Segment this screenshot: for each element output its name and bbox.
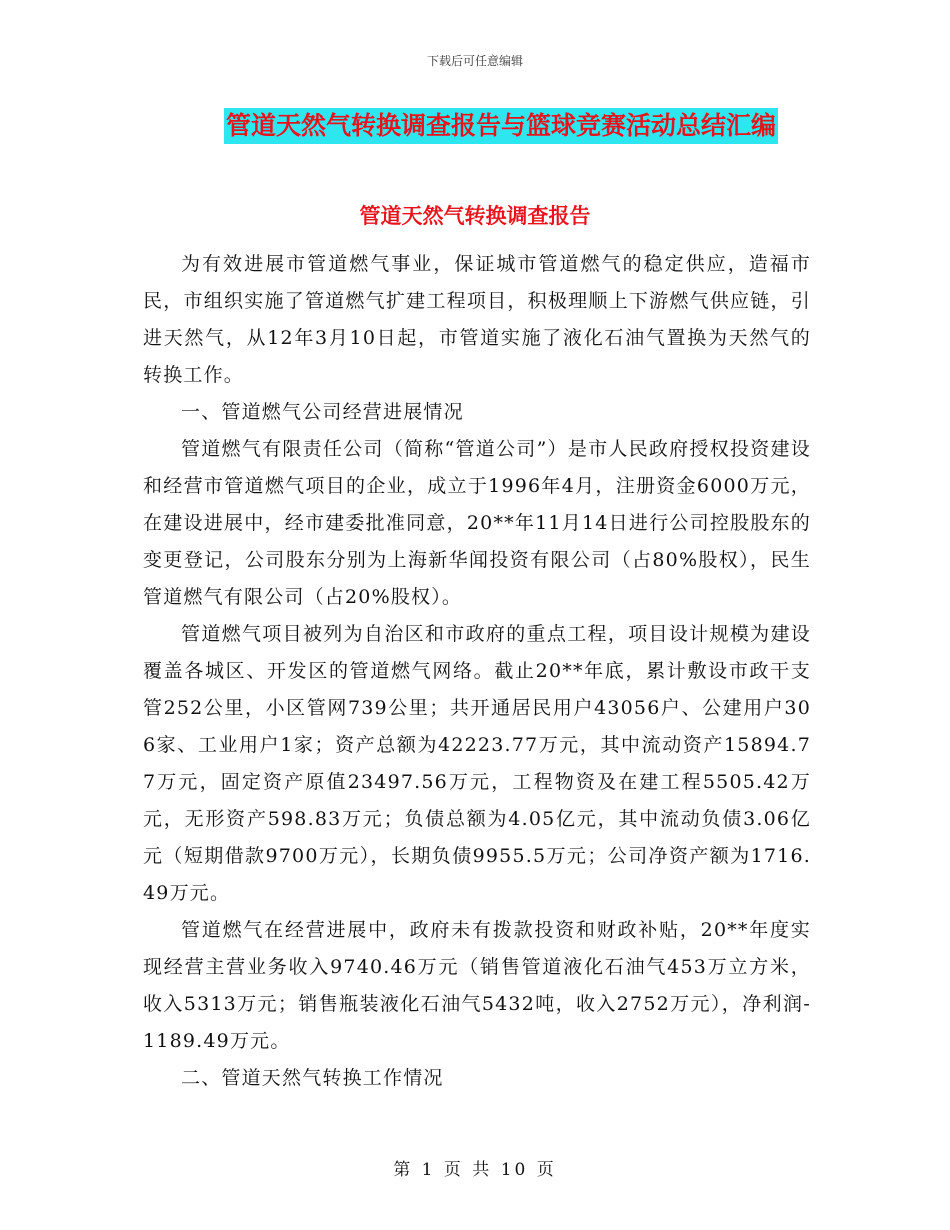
sub-title: 管道天然气转换调查报告	[359, 204, 591, 228]
section-heading-2: 二、管道天然气转换工作情况	[181, 1067, 444, 1089]
header-note: 下载后可任意编辑	[426, 54, 523, 68]
paragraph-intro: 为有效进展市管道燃气事业，保证城市管道燃气的稳定供应，造福市民，市组织实施了管道燃气扩建工程项目，积极理顺上下游燃气供应链，引进天然气，从12年3月10日起，市管道实施了液化石油气置换为天然气的转换工作。	[143, 253, 811, 386]
paragraph-company-profile: 管道燃气有限责任公司（简称“管道公司”）是市人民政府授权投资建设和经营市管道燃气项目的企业，成立于1996年4月，注册资金6000万元，在建设进展中，经市建委批准同意，20**年11月14日进行公司控股股东的变更登记，公司股东分别为上海新华闻投资有限公司（占80%股权），民生管道燃气有限公司（占20%股权）。	[143, 438, 811, 608]
document-body	[143, 246, 811, 1097]
paragraph-operating-income: 管道燃气在经营进展中，政府未有拨款投资和财政补贴，20**年度实现经营主营业务收入9740.46万元（销售管道液化石油气453万立方米，收入5313万元；销售瓶装液化石油气5432吨，收入2752万元），净利润-1189.49万元。	[143, 919, 811, 1052]
paragraph-project-scale: 管道燃气项目被列为自治区和市政府的重点工程，项目设计规模为建设覆盖各城区、开发区的管道燃气网络。截止20**年底，累计敷设市政干支管252公里，小区管网739公里；共开通居民用户43056户、公建用户306家、工业用户1家；资产总额为42223.77万元，其中流动资产15894.77万元，固定资产原值23497.56万元，工程物资及在建工程5505.42万元，无形资产598.83万元；负债总额为4.05亿元，其中流动负债3.06亿元（短期借款9700万元），长期负债9955.5万元；公司净资产额为1716.49万元。	[143, 623, 811, 904]
main-title: 管道天然气转换调查报告与篮球竞赛活动总结汇编	[224, 108, 778, 144]
main-title-wrap	[0, 108, 950, 144]
page-indicator: 第 1 页 共 10 页	[393, 1160, 557, 1180]
section-heading-1: 一、管道燃气公司经营进展情况	[181, 401, 464, 423]
